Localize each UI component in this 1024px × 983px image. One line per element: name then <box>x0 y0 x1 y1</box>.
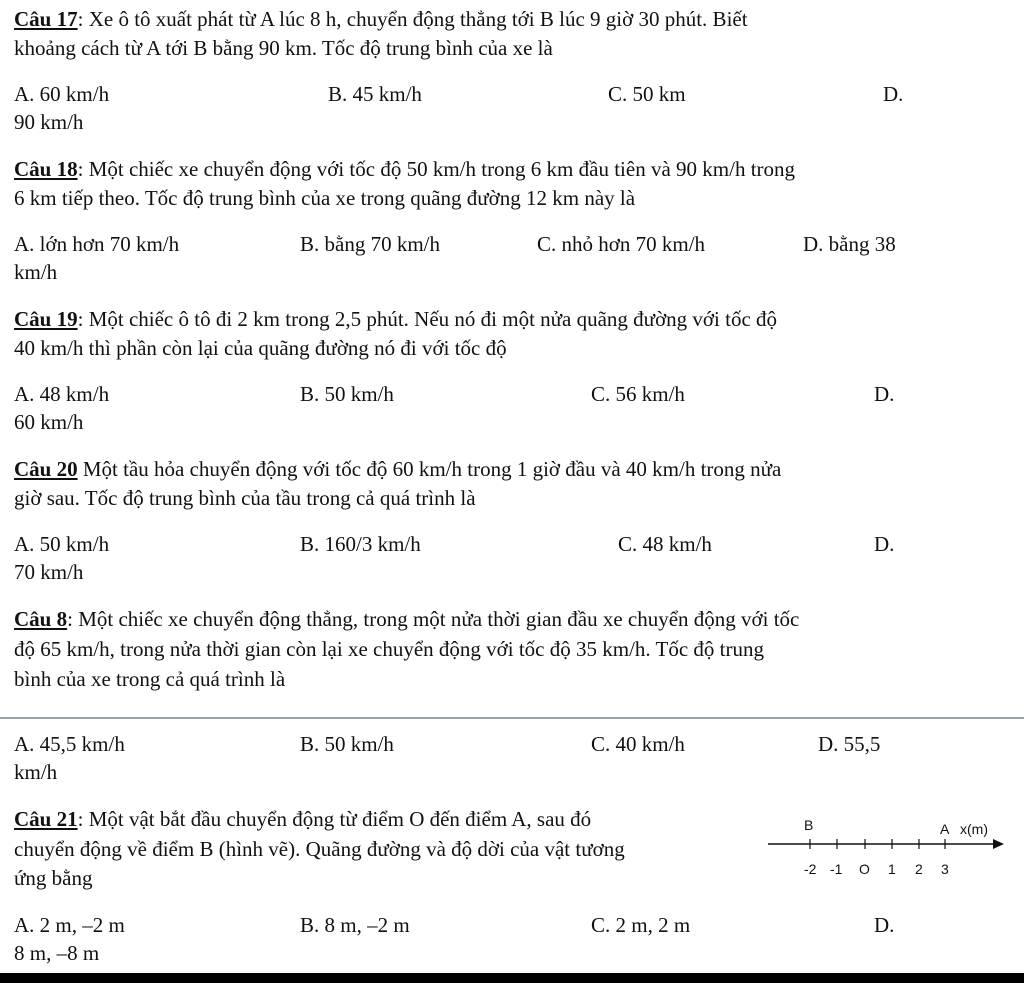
question-20-line-2: giờ sau. Tốc độ trung bình của tầu trong cả quá trình là <box>14 486 476 510</box>
question-18-line-1: Câu 18: Một chiếc xe chuyển động với tốc độ 50 km/h trong 6 km đầu tiên và 90 km/h trong <box>14 157 796 181</box>
question-17-option-d-value: 90 km/h <box>14 110 84 134</box>
question-20-option-b[interactable]: B. 160/3 km/h <box>300 532 421 556</box>
question-8-option-c[interactable]: C. 40 km/h <box>591 732 685 756</box>
question-8-label: Câu 8 <box>14 607 68 631</box>
question-18-option-c[interactable]: C. nhỏ hơn 70 km/h <box>537 232 706 256</box>
question-20-label: Câu 20 <box>14 457 78 481</box>
page-divider <box>0 717 1024 719</box>
tick-label-neg1: -1 <box>830 861 843 877</box>
question-18-option-d[interactable]: D. bằng 38 <box>803 232 896 256</box>
question-18-option-b[interactable]: B. bằng 70 km/h <box>300 232 440 256</box>
axis-arrow-icon <box>993 839 1004 849</box>
question-18-label: Câu 18 <box>14 157 78 181</box>
question-20-option-c[interactable]: C. 48 km/h <box>618 532 712 556</box>
axis-x-label: x(m) <box>960 821 988 837</box>
question-21-option-d[interactable]: D. <box>874 913 895 937</box>
question-21-option-d-value: 8 m, –8 m <box>14 941 100 965</box>
question-19-option-d[interactable]: D. <box>874 382 895 406</box>
question-21-line-3: ứng bằng <box>14 866 93 890</box>
question-17-option-d[interactable]: D. <box>883 82 904 106</box>
question-17-line-1: Câu 17: Xe ô tô xuất phát từ A lúc 8 h, chuyển động thẳng tới B lúc 9 giờ 30 phút. Biết <box>14 7 748 31</box>
question-17-option-c[interactable]: C. 50 km <box>608 82 686 106</box>
question-18-line-2: 6 km tiếp theo. Tốc độ trung bình của xe trong quãng đường 12 km này là <box>14 186 636 210</box>
tick-label-neg2: -2 <box>804 861 817 877</box>
question-19-option-b[interactable]: B. 50 km/h <box>300 382 394 406</box>
question-21-label: Câu 21 <box>14 807 78 831</box>
question-19-option-c[interactable]: C. 56 km/h <box>591 382 685 406</box>
question-19-label: Câu 19 <box>14 307 78 331</box>
question-17-line-2: khoảng cách từ A tới B bằng 90 km. Tốc độ trung bình của xe là <box>14 36 553 60</box>
tick-label-2: 2 <box>915 861 923 877</box>
question-20-line-1: Câu 20 Một tầu hỏa chuyển động với tốc độ 60 km/h trong 1 giờ đầu và 40 km/h trong nửa <box>14 457 782 481</box>
tick-label-3: 3 <box>941 861 949 877</box>
question-21-line-1: Câu 21: Một vật bắt đầu chuyển động từ điểm O đến điểm A, sau đó <box>14 807 592 831</box>
tick-label-1: 1 <box>888 861 896 877</box>
question-8-option-d-value: km/h <box>14 760 58 784</box>
question-21-line-2: chuyển động về điểm B (hình vẽ). Quãng đường và độ dời của vật tương <box>14 837 625 861</box>
question-21-option-c[interactable]: C. 2 m, 2 m <box>591 913 691 937</box>
question-8-line-2: độ 65 km/h, trong nửa thời gian còn lại xe chuyển động với tốc độ 35 km/h. Tốc độ trung <box>14 637 765 661</box>
point-b-label: B <box>804 817 814 833</box>
question-20-option-d-value: 70 km/h <box>14 560 84 584</box>
question-8-option-a[interactable]: A. 45,5 km/h <box>14 732 125 756</box>
question-19-option-d-value: 60 km/h <box>14 410 84 434</box>
question-20-option-a[interactable]: A. 50 km/h <box>14 532 110 556</box>
question-21-option-b[interactable]: B. 8 m, –2 m <box>300 913 410 937</box>
question-19-line-2: 40 km/h thì phần còn lại của quãng đường nó đi với tốc độ <box>14 336 507 360</box>
question-8-option-b[interactable]: B. 50 km/h <box>300 732 394 756</box>
number-line-figure <box>768 810 1018 885</box>
question-17-label: Câu 17 <box>14 7 78 31</box>
question-21-option-a[interactable]: A. 2 m, –2 m <box>14 913 125 937</box>
question-8-option-d[interactable]: D. 55,5 <box>818 732 881 756</box>
question-19-line-1: Câu 19: Một chiếc ô tô đi 2 km trong 2,5 phút. Nếu nó đi một nửa quãng đường với tốc độ <box>14 307 778 331</box>
question-8-line-1: Câu 8: Một chiếc xe chuyển động thẳng, trong một nửa thời gian đầu xe chuyển động với tốc <box>14 607 800 631</box>
point-a-label: A <box>940 821 950 837</box>
question-20-option-d[interactable]: D. <box>874 532 895 556</box>
bottom-border <box>0 973 1024 983</box>
question-18-option-d-value: km/h <box>14 260 58 284</box>
tick-label-origin: O <box>859 861 870 877</box>
question-19-option-a[interactable]: A. 48 km/h <box>14 382 110 406</box>
question-17-option-b[interactable]: B. 45 km/h <box>328 82 422 106</box>
question-8-line-3: bình của xe trong cả quá trình là <box>14 667 286 691</box>
question-17-option-a[interactable]: A. 60 km/h <box>14 82 110 106</box>
question-18-option-a[interactable]: A. lớn hơn 70 km/h <box>14 232 180 256</box>
